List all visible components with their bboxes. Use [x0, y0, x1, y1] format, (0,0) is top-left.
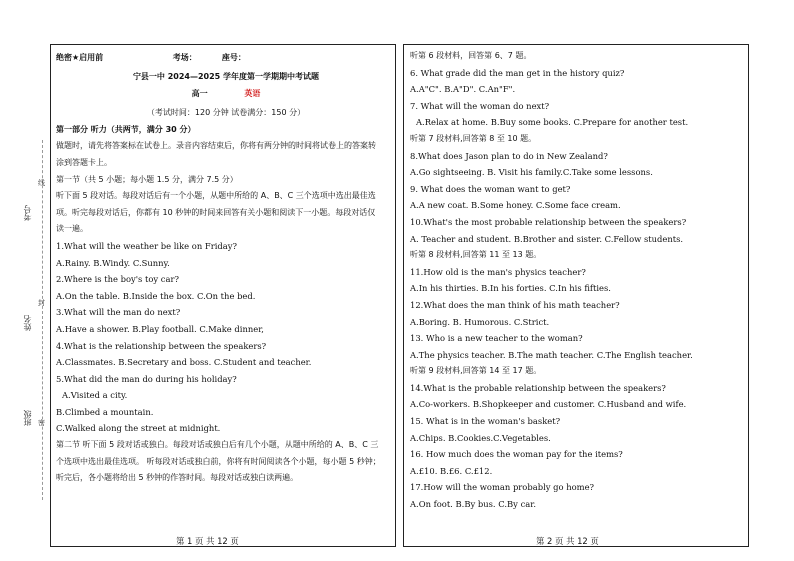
question-7: 7. What will the woman do next? — [410, 100, 550, 111]
question-5-option-c: C.Walked along the street at midnight. — [56, 423, 221, 434]
seal-mark-seal: 封 — [38, 299, 45, 307]
seal-mark-line: 线 — [38, 179, 45, 187]
question-4: 4.What is the relationship between the speakers? — [56, 340, 267, 351]
grade-label: 高一 — [191, 89, 208, 99]
question-1-options: A.Rainy. B.Windy. C.Sunny. — [56, 257, 170, 268]
class-label: 班级 — [23, 410, 32, 426]
page-1-content — [56, 50, 396, 487]
material-6: 听第 6 段材料，回答第 6、7 题。 — [410, 51, 532, 60]
question-3-options: A.Have a shower. B.Play football. C.Make dinner, — [56, 323, 264, 334]
page-2-footer: 第 2 页 共 12 页 — [536, 536, 599, 546]
question-16: 16. How much does the woman pay for the items? — [410, 449, 623, 460]
question-8-options: A.Go sightseeing. B. Visit his family.C.Take some lessons. — [410, 167, 653, 178]
question-8: 8.What does Jason plan to do in New Zealand? — [410, 150, 608, 161]
question-13-options: A.The physics teacher. B.The math teacher. C.The English teacher. — [410, 349, 693, 360]
question-15-options: A.Chips. B.Cookies.C.Vegetables. — [410, 432, 551, 443]
part1-heading: 第一部分 听力（共两节，满分 30 分） — [56, 124, 196, 134]
material-9: 听第 9 段材料,回答第 14 至 17 题。 — [410, 366, 542, 376]
question-5-option-a: A.Visited a city. — [62, 390, 128, 401]
header-line: 绝密★启用前 考场： 座号： — [56, 53, 246, 62]
question-9: 9. What does the woman want to get? — [410, 183, 571, 194]
question-5: 5.What did the man do during his holiday? — [56, 373, 237, 384]
question-14-options: A.Co-workers. B.Shopkeeper and customer. C.Husband and wife. — [410, 399, 687, 410]
question-15: 15. What is in the woman's basket? — [410, 416, 561, 427]
section1-instructions: 听下面 5 段对话。每段对话后有一个小题，从题中所给的 A、B、C 三个选项中选出最佳选项。听完每段对话后，你都有 10 秒钟的时间来回答有关小题和阅读下一小题。每段对话仅读一遍。 — [56, 191, 376, 234]
material-7: 听第 7 段材料,回答第 8 至 10 题。 — [410, 133, 537, 143]
time-info: （考试时间：120 分钟 试卷满分：150 分） — [146, 108, 306, 118]
exam-no-label: 考号 — [23, 205, 32, 221]
question-13: 13. Who is a new teacher to the woman? — [410, 333, 583, 344]
exam-title: 宁县一中 2024—2025 学年度第一学期期中考试题 — [132, 71, 320, 81]
material-8: 听第 8 段材料,回答第 11 至 13 题。 — [410, 250, 542, 260]
part1-instructions: 做题时，请先将答案标在试卷上。录音内容结束后，你将有两分钟的时间将试卷上的答案转涂到答题卡上。 — [56, 141, 376, 167]
section2-instructions: 第二节 听下面 5 段对话或独白。每段对话或独白后有几个小题，从题中所给的 A、B、C 三个选项中选出最佳选项。 听每段对话或独白前，你将有时间阅读各个小题，每小题 5 秒钟；听完后，各小题将给出 5 秒钟的作答时间。每段对话或独白读两遍。 — [56, 440, 381, 483]
question-17: 17.How will the woman probably go home? — [410, 482, 595, 493]
section1-heading: 第一节（共 5 小题；每小题 1.5 分，满分 7.5 分） — [56, 174, 238, 184]
question-7-options: A.Relax at home. B.Buy some books. C.Prepare for another test. — [416, 117, 689, 128]
question-4-options: A.Classmates. B.Secretary and boss. C.Student and teacher. — [56, 357, 312, 368]
question-2: 2.Where is the boy's toy car? — [56, 274, 179, 285]
question-12-options: A.Boring. B. Humorous. C.Strict. — [410, 316, 550, 327]
question-16-options: A.£10. B.£6. C.£12. — [410, 465, 493, 476]
question-17-options: A.On foot. B.By bus. C.By car. — [410, 499, 536, 510]
question-6: 6. What grade did the man get in the history quiz? — [410, 67, 625, 78]
question-12: 12.What does the man think of his math teacher? — [410, 299, 620, 310]
page-2-content — [410, 48, 750, 513]
subject-label: 英语 — [244, 89, 261, 99]
subject-row — [56, 85, 396, 103]
page-1-footer: 第 1 页 共 12 页 — [176, 536, 239, 546]
name-label: 姓名 — [23, 315, 32, 331]
question-14: 14.What is the probable relationship between the speakers? — [410, 382, 666, 393]
question-1: 1.What will the weather be like on Friday? — [56, 240, 237, 251]
question-3: 3.What will the man do next? — [56, 307, 181, 318]
question-10: 10.What's the most probable relationship between the speakers? — [410, 216, 687, 227]
question-11: 11.How old is the man's physics teacher? — [410, 266, 586, 277]
question-5-option-b: B.Climbed a mountain. — [56, 406, 154, 417]
question-10-options: A. Teacher and student. B.Brother and sister. C.Fellow students. — [410, 233, 684, 244]
question-2-options: A.On the table. B.Inside the box. C.On the bed. — [56, 290, 256, 301]
question-11-options: A.In his thirties. B.In his forties. C.In his fifties. — [410, 283, 611, 294]
question-6-options: A.A"C". B.A"D". C.An"F". — [410, 84, 516, 95]
seal-mark-secret: 密 — [38, 419, 45, 427]
question-9-options: A.A new coat. B.Some honey. C.Some face cream. — [410, 200, 621, 211]
binding-line — [42, 140, 43, 500]
